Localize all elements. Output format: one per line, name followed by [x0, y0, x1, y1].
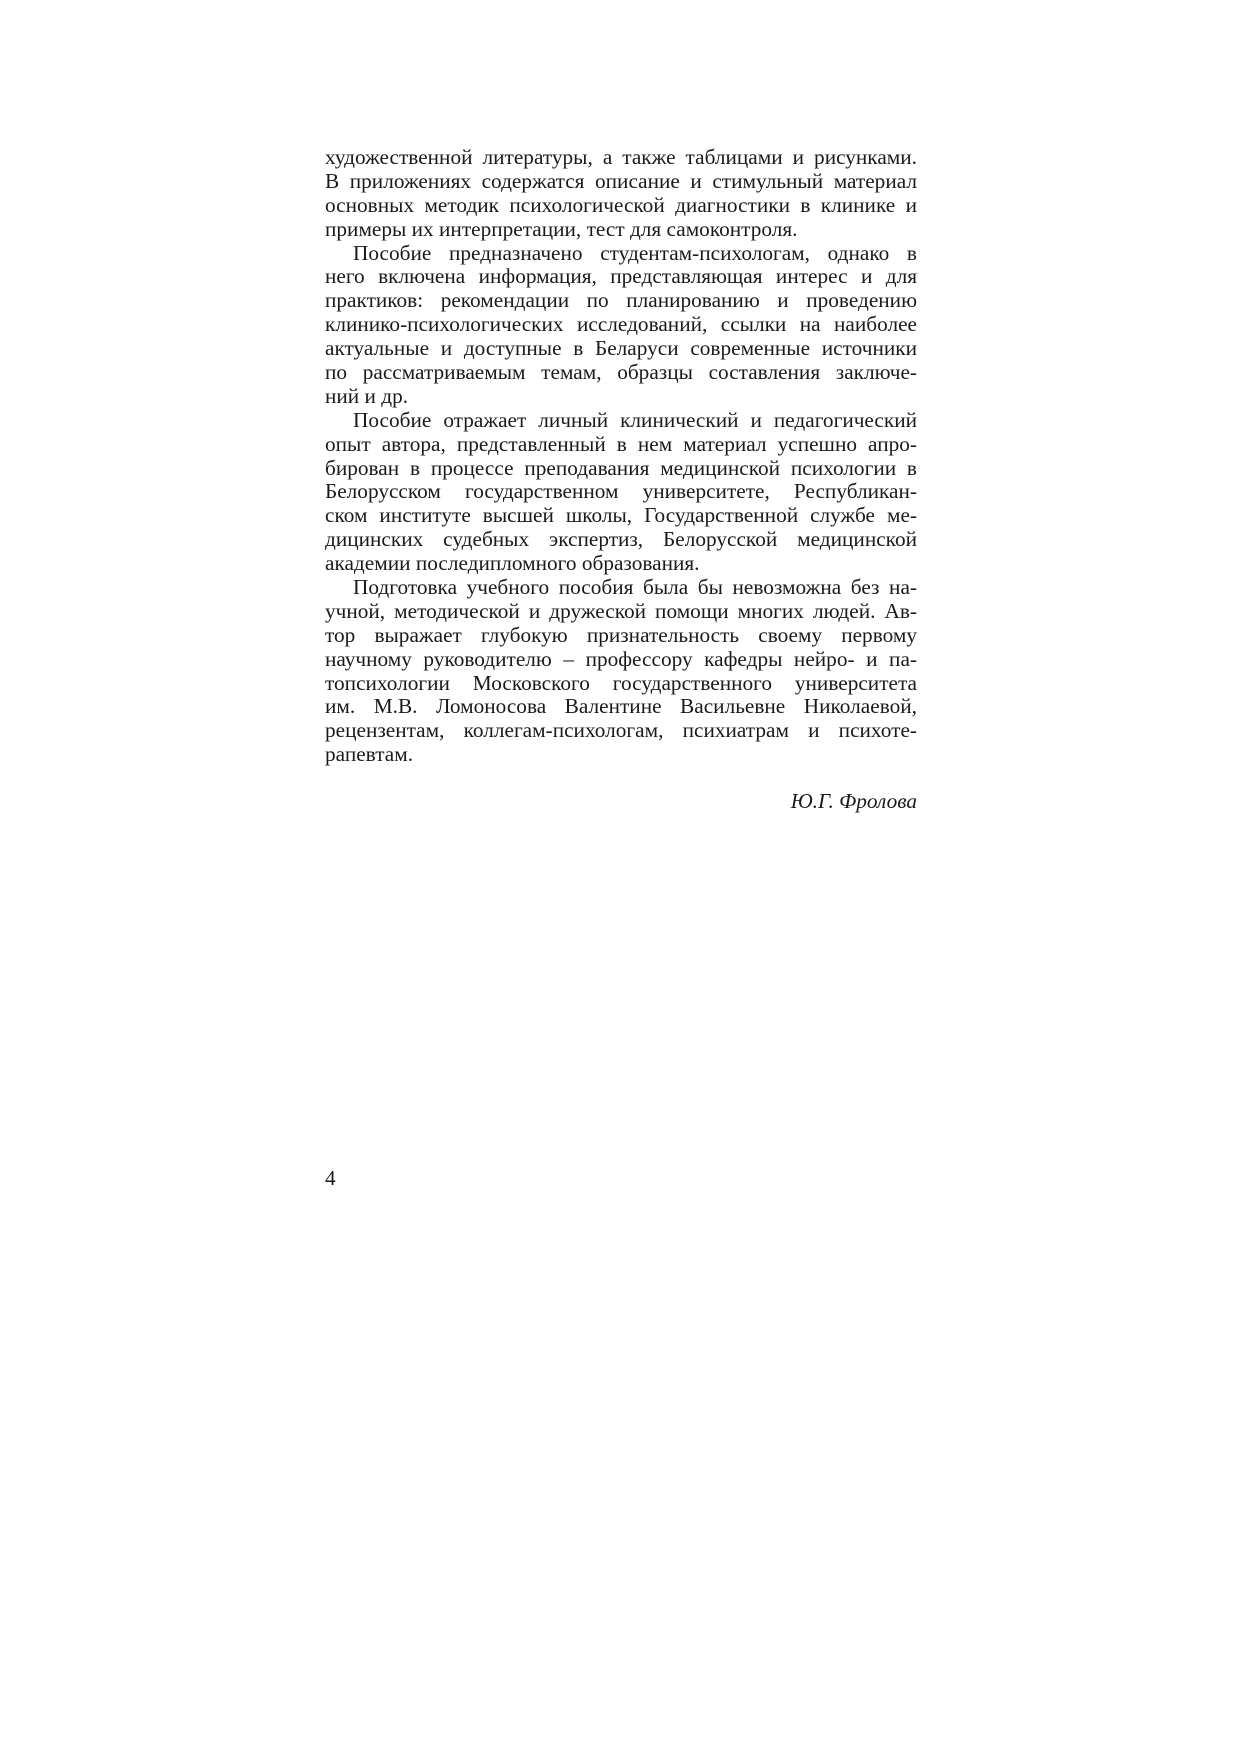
- text-line: опыт автора, представленный в нем материал успешно апро-: [325, 431, 917, 456]
- text-line: В приложениях содержатся описание и стимульный материал: [325, 168, 917, 193]
- text-line: Пособие предназначено студентам-психологам, однако в: [353, 240, 917, 265]
- text-line: клинико-психологических исследований, ссылки на наиболее: [325, 312, 917, 337]
- paragraph-2: [325, 242, 917, 409]
- page-number: 4: [325, 1166, 336, 1190]
- author-signature: Ю.Г. Фролова: [790, 789, 917, 813]
- body-text: [325, 146, 917, 767]
- text-line: примеры их интерпретации, тест для самоконтроля.: [325, 216, 798, 241]
- text-line: научному руководителю – профессору кафедры нейро- и па-: [325, 646, 917, 671]
- text-line: рецензентам, коллегам-психологам, психиатрам и психоте-: [325, 718, 917, 743]
- text-line: им. М.В. Ломоносова Валентине Васильевне Николаевой,: [325, 694, 917, 719]
- text-line: тор выражает глубокую признательность своему первому: [325, 622, 917, 647]
- paragraph-1: [325, 146, 917, 242]
- text-line: академии последипломного образования.: [325, 551, 700, 576]
- text-line: бирован в процессе преподавания медицинской психологии в: [325, 455, 917, 480]
- text-line: учной, методической и дружеской помощи многих людей. Ав-: [325, 598, 917, 623]
- text-line: ском институте высшей школы, Государственной службе ме-: [325, 503, 917, 528]
- paragraph-4: [325, 576, 917, 767]
- text-line: него включена информация, представляющая интерес и для: [325, 264, 917, 289]
- text-line: актуальные и доступные в Беларуси современные источники: [325, 336, 917, 361]
- text-line: по рассматриваемым темам, образцы составления заключе-: [325, 360, 917, 385]
- paragraph-3: [325, 409, 917, 576]
- text-line: ний и др.: [325, 383, 409, 408]
- text-line: топсихологии Московского государственного университета: [325, 670, 917, 695]
- text-line: основных методик психологической диагностики в клинике и: [325, 192, 917, 217]
- text-line: художественной литературы, а также таблицами и рисунками.: [325, 145, 917, 169]
- text-line: дицинских судебных экспертиз, Белорусской медицинской: [325, 527, 917, 552]
- text-line: практиков: рекомендации по планированию и проведению: [325, 288, 917, 313]
- text-line: Пособие отражает личный клинический и педагогический: [353, 407, 917, 432]
- text-line: Подготовка учебного пособия была бы невозможна без на-: [353, 575, 917, 600]
- text-line: Белорусском государственном университете, Республикан-: [325, 479, 917, 504]
- text-line: рапевтам.: [325, 742, 414, 767]
